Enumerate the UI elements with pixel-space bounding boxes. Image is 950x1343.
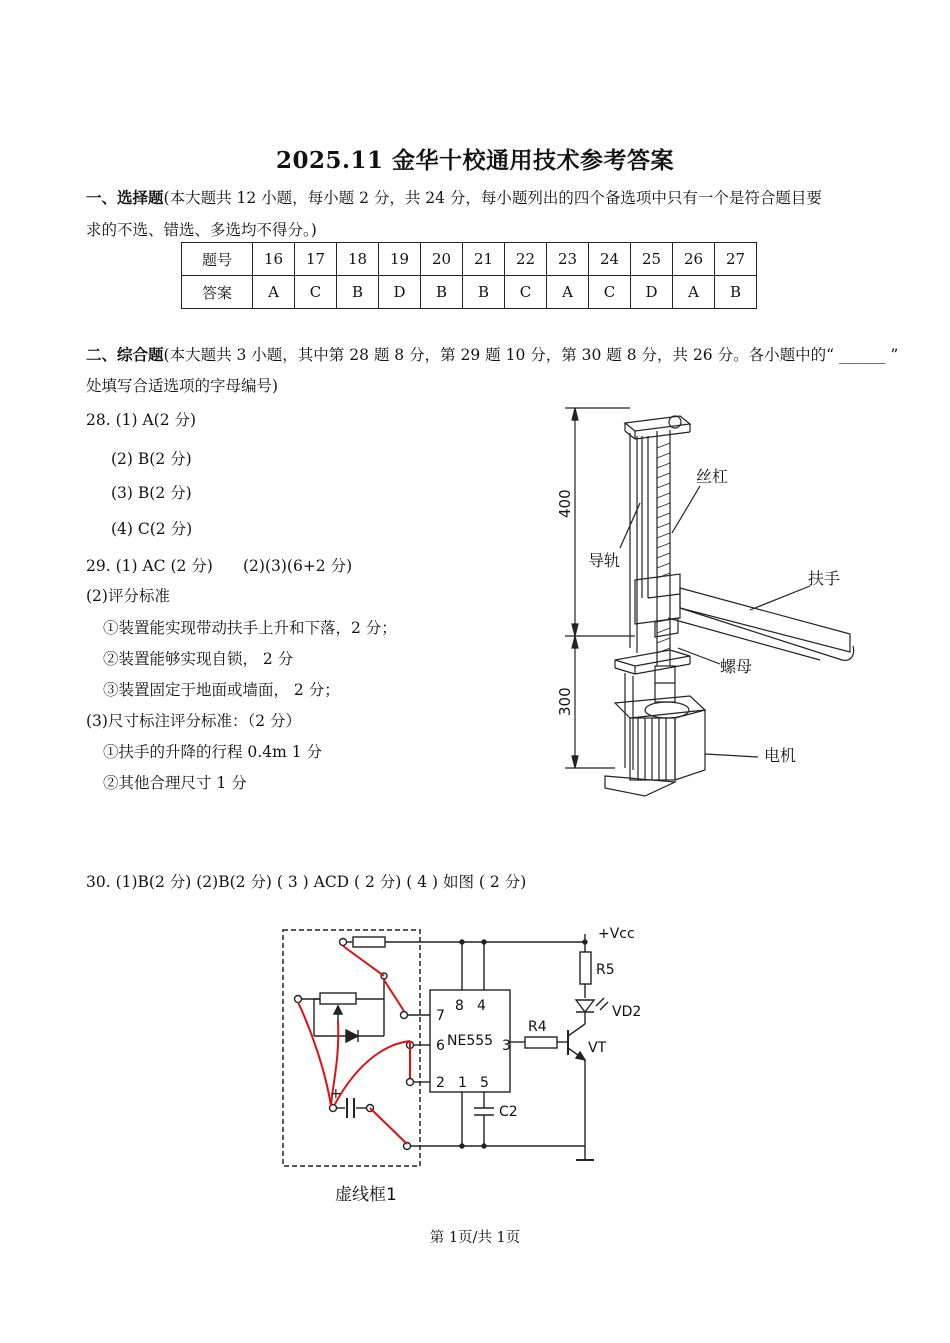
q29-line6: (3)尺寸标注评分标准：（2 分）: [86, 712, 301, 730]
table-cell: C: [295, 276, 337, 309]
c2-label: C2: [499, 1104, 518, 1120]
q28-line3: (3) B(2 分): [111, 484, 192, 502]
pin4-label: 4: [477, 998, 486, 1014]
table-cell: 16: [253, 243, 295, 276]
vt-label: VT: [588, 1040, 607, 1056]
q29-line8: ②其他合理尺寸 1 分: [103, 774, 247, 792]
table-row-answers: [182, 276, 757, 309]
table-cell: 22: [505, 243, 547, 276]
lift-mechanism-figure: [520, 398, 870, 803]
q29-line5: ③装置固定于地面或墙面， 2 分；: [103, 681, 340, 699]
table-cell: 27: [715, 243, 757, 276]
dim-300-label: 300: [556, 687, 574, 716]
pin7-label: 7: [436, 1008, 445, 1024]
section2-line1: [86, 343, 898, 365]
table-cell: 23: [547, 243, 589, 276]
table-cell: C: [589, 276, 631, 309]
section2-heading: 二、综合题: [86, 345, 164, 364]
pin1-label: 1: [458, 1075, 467, 1091]
table-cell: C: [505, 276, 547, 309]
table-cell: A: [673, 276, 715, 309]
table-cell: 18: [337, 243, 379, 276]
q29-line1b: (2)(3)(6+2 分): [243, 557, 353, 575]
table-cell: 21: [463, 243, 505, 276]
table-cell: D: [379, 276, 421, 309]
label-handrail: 扶手: [808, 569, 841, 588]
table-cell: B: [463, 276, 505, 309]
table-cell: 20: [421, 243, 463, 276]
pin2-label: 2: [436, 1075, 445, 1091]
pin6-label: 6: [436, 1038, 445, 1054]
table-cell: 26: [673, 243, 715, 276]
q29-line1: 29. (1) AC (2 分): [86, 557, 213, 575]
page-footer: 第 1页/共 1页: [429, 1230, 521, 1246]
label-rail: 导轨: [588, 551, 621, 570]
section1-line1: [86, 186, 822, 208]
label-screw: 丝杠: [696, 467, 729, 486]
section2-desc: (本大题共 3 小题，其中第 28 题 8 分，第 29 题 10 分，第 30 题 8 分，共 26 分。各小题中的“ ______ ”: [163, 346, 899, 364]
table-cell: B: [715, 276, 757, 309]
table-cell: B: [421, 276, 463, 309]
q30-line: 30. (1)B(2 分) (2)B(2 分) ( 3 ) ACD ( 2 分) ( 4 ) 如图 ( 2 分): [86, 873, 527, 891]
q29-line2: (2)评分标准: [86, 587, 170, 605]
q28-line1: 28. (1) A(2 分): [86, 411, 197, 429]
table-row-numbers: [182, 243, 757, 276]
table-cell: D: [631, 276, 673, 309]
label-nut: 螺母: [720, 657, 753, 676]
pin8-label: 8: [455, 998, 464, 1014]
q29-line7: ①扶手的升降的行程 0.4m 1 分: [103, 743, 322, 761]
table-cell: 17: [295, 243, 337, 276]
table-cell: 25: [631, 243, 673, 276]
dim-400-label: 400: [556, 489, 574, 518]
label-motor: 电机: [764, 746, 797, 765]
q29-line3: ①装置能实现带动扶手上升和下落，2 分；: [103, 619, 397, 637]
section1-desc-line2: 求的不选、错选、多选均不得分。): [86, 221, 317, 239]
vd2-label: VD2: [612, 1004, 642, 1020]
pin3-label: 3: [502, 1038, 511, 1054]
answer-table: [181, 242, 757, 309]
table-header-answer: 答案: [182, 276, 253, 309]
page-title: 2025.11 金华十校通用技术参考答案: [275, 147, 675, 174]
pin5-label: 5: [480, 1075, 489, 1091]
circuit-diagram: [270, 918, 670, 1210]
chip-label: NE555: [447, 1033, 494, 1049]
plus-label: +: [330, 1086, 342, 1102]
table-cell: B: [337, 276, 379, 309]
section1-desc: (本大题共 12 小题，每小题 2 分，共 24 分，每小题列出的四个备选项中只有一个是符合题目要: [163, 189, 822, 207]
section1-heading: 一、选择题: [86, 188, 164, 207]
table-cell: 24: [589, 243, 631, 276]
q28-line4: (4) C(2 分): [111, 520, 193, 538]
r5-label: R5: [596, 962, 615, 978]
q29-line4: ②装置能够实现自锁， 2 分: [103, 650, 294, 668]
table-cell: 19: [379, 243, 421, 276]
section2-desc-line2: 处填写合适选项的字母编号): [86, 377, 279, 395]
table-cell: A: [547, 276, 589, 309]
dashed-box-label: 虚线框1: [335, 1185, 397, 1205]
table-header-number: 题号: [182, 243, 253, 276]
vcc-label: +Vcc: [598, 926, 635, 942]
r4-label: R4: [528, 1019, 547, 1035]
q28-line2: (2) B(2 分): [111, 450, 192, 468]
table-cell: A: [253, 276, 295, 309]
